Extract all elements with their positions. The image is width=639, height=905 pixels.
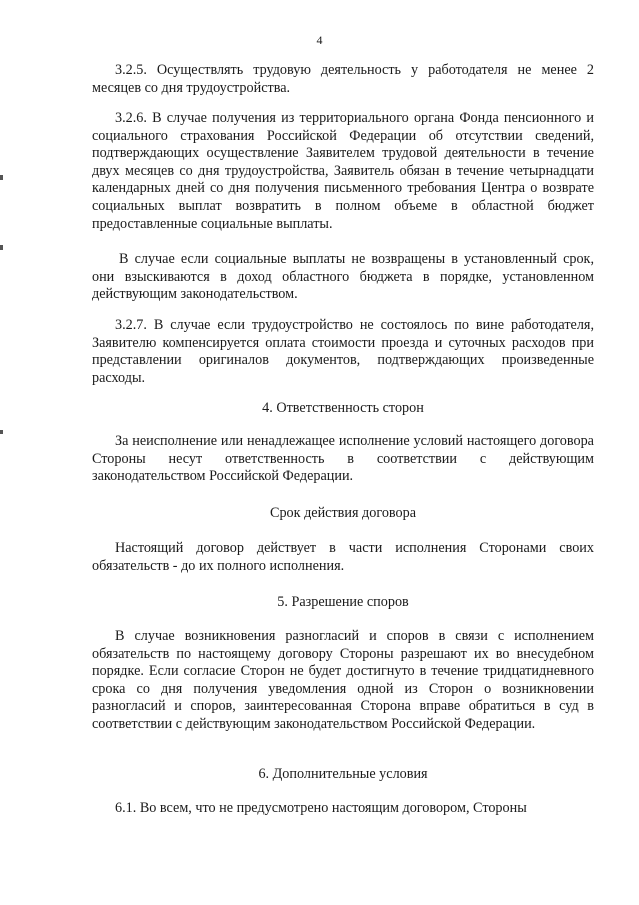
heading-section-4: 4. Ответственность сторон bbox=[262, 400, 424, 416]
paragraph-contract-term: Настоящий договор действует в части исполнения Сторонами своих обязательств - до их полного исполнения. bbox=[92, 540, 594, 574]
paragraph-disputes: В случае возникновения разногласий и споров в связи с исполнением обязательств по настоящему договору Стороны разрешают их во внесудебном порядке. Если согласие Сторон не будет достигнуто в течение тридцатидневного срока со дня получения уведомления одной из Сторон о возникновении разногласий и споров, заинтересованная Сторона вправе обратиться в суд в соответствии с действующим законодательством Российской Федерации. bbox=[92, 628, 594, 732]
scan-margin-mark bbox=[0, 175, 3, 180]
page-number: 4 bbox=[316, 33, 323, 47]
paragraph-refund-enforcement: В случае если социальные выплаты не возвращены в установленный срок, они взыскиваются в доход областного бюджета в порядке, установленном действующим законодательством. bbox=[92, 251, 594, 303]
heading-section-6: 6. Дополнительные условия bbox=[258, 766, 428, 782]
heading-section-5: 5. Разрешение споров bbox=[277, 594, 409, 610]
clause-6-1: 6.1. Во всем, что не предусмотрено настоящим договором, Стороны bbox=[115, 800, 527, 816]
scan-margin-mark bbox=[0, 245, 3, 250]
paragraph-responsibility: За неисполнение или ненадлежащее исполнение условий настоящего договора Стороны несут ответственность в соответствии с действующим законодательством Российской Федерации. bbox=[92, 433, 594, 485]
clause-3-2-7: 3.2.7. В случае если трудоустройство не состоялось по вине работодателя, Заявителю компенсируется оплата стоимости проезда и суточных расходов при представлении оригиналов документов, подтверждающих произведенные расходы. bbox=[92, 317, 594, 386]
scan-margin-mark bbox=[0, 430, 3, 434]
clause-3-2-6: 3.2.6. В случае получения из территориального органа Фонда пенсионного и социального страхования Российской Федерации об отсутствии сведений, подтверждающих осуществление Заявителем трудовой деятельности в течение двух месяцев со дня трудоустройства, Заявитель обязан в течение четырнадцати календарных дней со дня получения письменного требования Центра о возврате социальных выплат возвратить в полном объеме в областной бюджет предоставленные социальные выплаты. bbox=[92, 110, 594, 232]
heading-contract-term: Срок действия договора bbox=[269, 505, 417, 521]
clause-3-2-5: 3.2.5. Осуществлять трудовую деятельность у работодателя не менее 2 месяцев со дня трудоустройства. bbox=[92, 62, 594, 96]
